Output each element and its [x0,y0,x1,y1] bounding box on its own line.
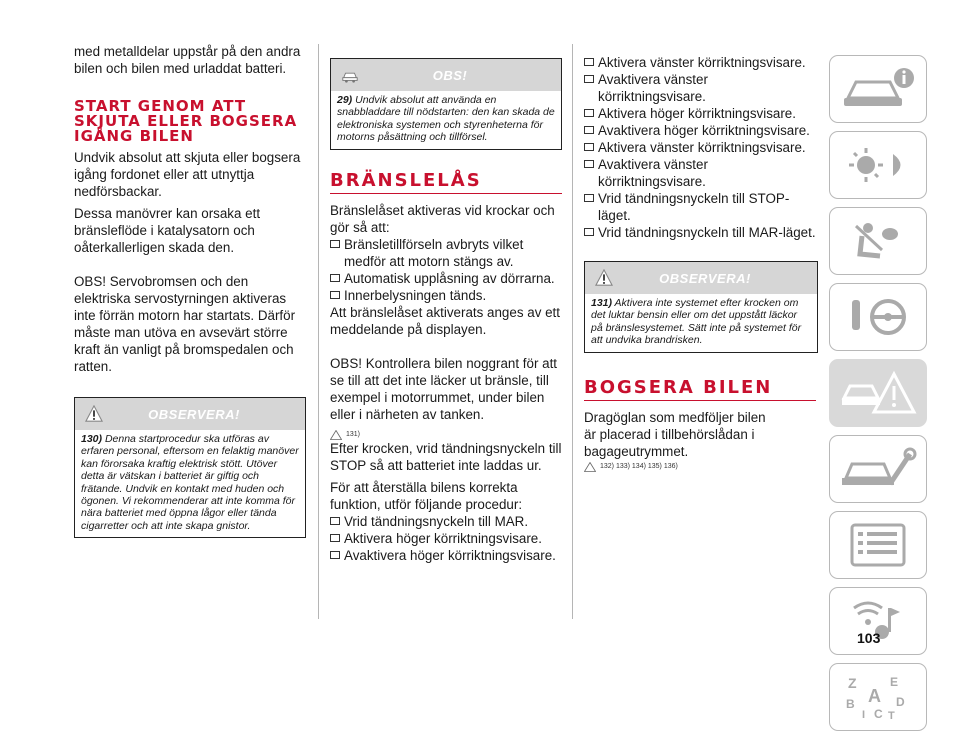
checkbox-bullet-icon [584,75,594,83]
warning-title: OBSERVERA! [148,406,240,422]
bullet-item [330,236,562,270]
emergency-warning-icon[interactable] [829,359,927,427]
seat-airbag-icon[interactable] [829,207,927,275]
warning-body [585,294,817,352]
checkbox-bullet-icon [330,534,340,542]
warning-triangle-icon [330,430,342,440]
bullet-text: Innerbelysningen tänds. [344,287,487,303]
bullet-item [584,122,818,139]
section-heading: BOGSERA BILEN [584,379,816,401]
warning-header [585,262,817,294]
column-3 [584,40,818,472]
bullet-item [584,139,818,156]
bullet-text: Avaktivera vänster körriktningsvisare. [598,72,708,104]
bullet-text: Bränsletillförseln avbryts vilket medför att motorn stängs av. [344,236,524,269]
bullet-text: Aktivera vänster körriktningsvisare. [598,55,806,70]
warning-triangle-icon [85,405,103,423]
checkbox-bullet-icon [330,517,340,525]
warning-reference [330,430,562,440]
bullet-text: Aktivera höger körriktningsvisare. [344,530,542,546]
bullet-item [330,547,562,564]
column-divider [572,44,573,619]
checkbox-bullet-icon [584,143,594,151]
bullet-item [330,513,562,530]
column-2 [330,40,562,564]
warning-box [584,261,818,353]
paragraph: Bränslelåset aktiveras vid krockar och gör så att: [330,202,555,235]
warning-text: Denna startprocedur ska utföras av erfaren personal, eftersom en felaktig manöver kan förorsaka kraftig elektrisk stött. Utöver detta är vätskan i batteriet är giftig och frätande. Undvik en kontakt med huden och ögonen. Vi rekommenderar att inte komma för nära batteriet med öppna lågor eller tända cigarretter och att inte skapa gnistor. [81,433,299,532]
lights-icon[interactable] [829,131,927,199]
warning-number: 130) [81,433,103,445]
obs-box [330,58,562,150]
index-letters-icon[interactable] [829,663,927,731]
bullet-item [584,224,818,241]
paragraph: Att bränslelåset aktiverats anges av ett meddelande på displayen. [330,304,560,337]
bullet-item [584,54,818,71]
warning-title: OBSERVERA! [659,270,751,286]
bullet-list [330,513,562,564]
bullet-list [584,54,818,241]
paragraph: Undvik absolut att skjuta eller bogsera igång fordonet eller att utnyttja nedförsbackar. [74,150,301,199]
checkbox-bullet-icon [584,228,594,236]
warning-box [74,397,306,538]
paragraph: Dragöglan som medföljer bilen är placerad i tillbehörslådan i bagageutrymmet. [584,409,766,459]
bullet-text: Aktivera höger körriktningsvisare. [598,106,796,121]
bullet-item [330,530,562,547]
svg-text:C: C [874,707,883,721]
bullet-text: Avaktivera höger körriktningsvisare. [598,123,810,138]
car-damage-icon [341,66,359,84]
paragraph: med metalldelar uppstår på den andra bilen och bilen med urladdat batteri. [74,44,301,76]
reference-number: 131) [346,431,361,439]
paragraph: Dessa manövrer kan orsaka ett bränsleflöde i katalysatorn och oåterkallerligen skada den. [74,206,261,255]
obs-title: OBS! [432,67,468,83]
specs-list-icon[interactable] [829,511,927,579]
wrench-car-icon[interactable] [829,435,927,503]
svg-text:I: I [862,709,866,721]
bullet-text: Avaktivera höger körriktningsvisare. [344,547,556,563]
section-heading: START GENOM ATT SKJUTA ELLER BOGSERA IGÅNG BILEN [74,97,298,145]
obs-number: 29) [337,94,353,106]
bullet-item [584,190,818,224]
obs-header [331,59,561,91]
bullet-item [584,156,818,190]
key-steering-icon[interactable] [829,283,927,351]
paragraph: OBS! Servobromsen och den elektriska servostyrningen aktiveras inte förrän motorn har startats. Därför måste man utöva en avsevärt större kraft än vanligt på bromspedalen och ratten. [74,274,296,374]
paragraph: För att återställa bilens korrekta funktion, utför följande procedur: [330,479,523,512]
bullet-item [584,105,818,122]
bullet-text: Vrid tändningsnyckeln till STOP-läget. [598,191,790,223]
paragraph: OBS! Kontrollera bilen noggrant för att se till att det inte läcker ut bränsle, till exempel i motorrummet, under bilen eller i närheten av tanken. [330,355,558,422]
bullet-item [330,287,562,304]
obs-body [331,91,561,149]
warning-text: Aktivera inte systemet efter krocken om det luktar bensin eller om det uppstått läckor på bränslesystemet. Sätt inte på systemet för att undvika brandrisken. [591,297,802,347]
bullet-item [584,71,818,105]
bullet-text: Vrid tändningsnyckeln till MAR. [344,513,529,529]
svg-text:T: T [888,710,895,722]
warning-reference [584,462,818,472]
checkbox-bullet-icon [584,109,594,117]
reference-numbers: 132) 133) 134) 135) 136) [600,463,678,471]
checkbox-bullet-icon [330,291,340,299]
bullet-text: Avaktivera vänster körriktningsvisare. [598,157,708,189]
obs-text: Undvik absolut att använda en snabbladdare till nödstarten: den kan skada de elektroniska systemen och styrenheterna för motorns påsättning och tillförsel. [337,94,555,144]
column-divider [318,44,319,619]
warning-header [75,398,305,430]
svg-text:A: A [868,686,881,706]
checkbox-bullet-icon [330,551,340,559]
checkbox-bullet-icon [330,240,340,248]
bullet-text: Automatisk upplåsning av dörrarna. [344,270,555,286]
checkbox-bullet-icon [584,58,594,66]
page-number: 103 [857,630,881,646]
section-heading: BRÄNSLELÅS [330,172,562,194]
bullet-text: Vrid tändningsnyckeln till MAR-läget. [598,225,816,240]
warning-body [75,430,305,537]
svg-text:E: E [890,675,899,689]
bullet-list [330,236,562,304]
checkbox-bullet-icon [584,160,594,168]
warning-triangle-icon [584,462,596,472]
checkbox-bullet-icon [584,194,594,202]
car-info-icon[interactable] [829,55,927,123]
bullet-item [330,270,562,287]
svg-text:D: D [896,695,905,709]
bullet-text: Aktivera vänster körriktningsvisare. [598,140,806,155]
checkbox-bullet-icon [584,126,594,134]
warning-triangle-icon [595,269,613,287]
column-1 [74,40,306,538]
svg-text:Z: Z [848,675,857,691]
warning-number: 131) [591,297,613,309]
svg-text:B: B [846,697,855,711]
paragraph: Efter krocken, vrid tändningsnyckeln till STOP så att batteriet inte laddas ur. [330,440,562,473]
checkbox-bullet-icon [330,274,340,282]
